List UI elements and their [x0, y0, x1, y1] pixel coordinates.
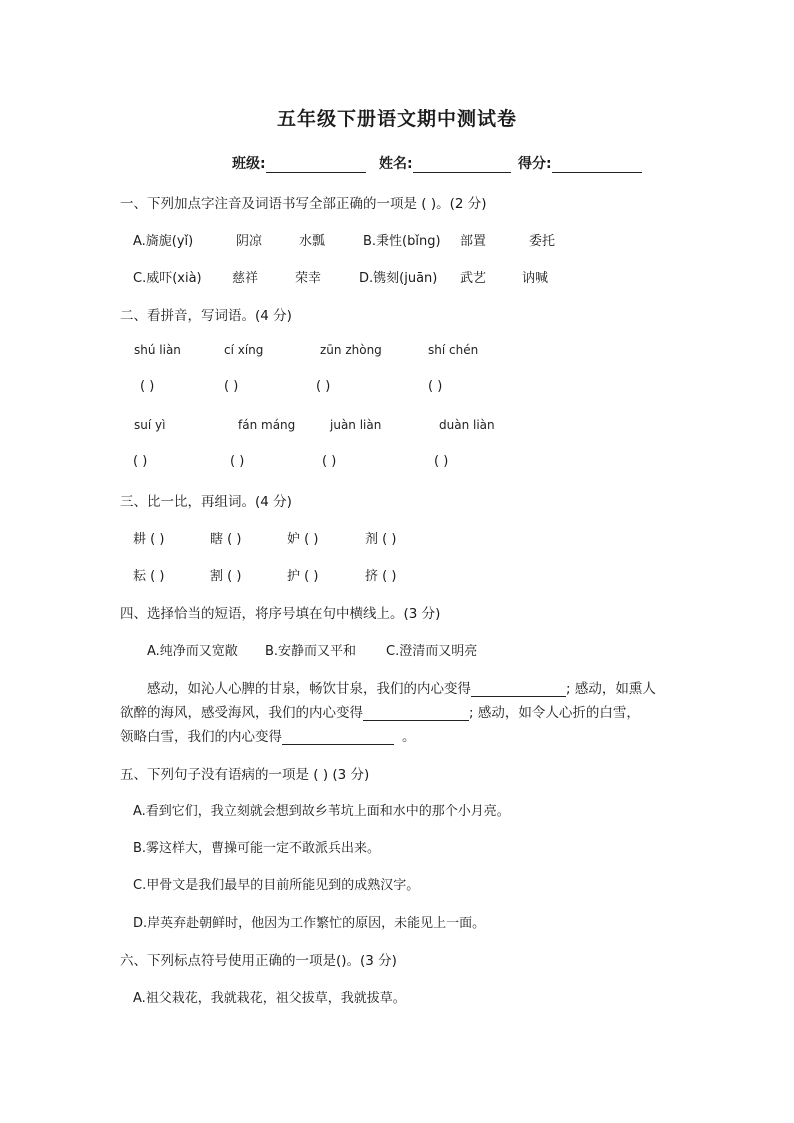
pinyin: duàn liàn	[439, 418, 495, 432]
q1-word: 阴凉	[236, 234, 263, 249]
pinyin: shí chén	[428, 343, 479, 357]
pinyin: juàn liàn	[330, 418, 382, 432]
answer-bracket[interactable]: ( )	[428, 379, 443, 394]
q6-stem: 六、下列标点符号使用正确的一项是()。(3 分)	[120, 953, 397, 969]
q5-option-d: D.岸英弃赴朝鲜时，他因为工作繁忙的原因，未能见上一面。	[133, 916, 486, 931]
q1-word: 武艺	[460, 271, 487, 286]
paragraph-text: 领略白雪，我们的内心变得	[120, 729, 282, 745]
char-item: 耕 ( )	[133, 532, 165, 547]
answer-bracket[interactable]: ( )	[230, 454, 245, 469]
answer-bracket[interactable]: ( )	[133, 454, 148, 469]
q2-stem: 二、看拼音，写词语。(4 分)	[120, 308, 292, 324]
answer-bracket[interactable]: ( )	[316, 379, 331, 394]
paragraph-text: ; 感动，如令人心折的白雪，	[469, 705, 640, 721]
name-blank[interactable]	[413, 158, 511, 173]
answer-bracket[interactable]: ( )	[322, 454, 337, 469]
char-item: 护 ( )	[287, 569, 319, 584]
q5-option-c: C.甲骨文是我们最早的目前所能见到的成熟汉字。	[133, 878, 420, 893]
q1-word: 委托	[529, 234, 556, 249]
fill-blank[interactable]	[282, 730, 394, 745]
q3-stem: 三、比一比，再组词。(4 分)	[120, 494, 292, 510]
q4-paragraph-line1	[147, 677, 656, 697]
q4-option-c: C.澄清而又明亮	[386, 644, 478, 659]
q1-stem: 一、下列加点字注音及词语书写全部正确的一项是 ( )。(2 分)	[120, 196, 487, 212]
q1-word: 讷喊	[522, 271, 549, 286]
q6-option-a: A.祖父栽花，我就栽花，祖父拔草，我就拔草。	[133, 991, 406, 1006]
class-blank[interactable]	[266, 158, 366, 173]
score-field	[518, 153, 642, 173]
q1-option-a: A.旖旎(yǐ)	[133, 234, 194, 249]
q1-word: 水瓢	[299, 234, 326, 249]
paragraph-text: 欲醉的海风，感受海风，我们的内心变得	[120, 705, 363, 721]
q4-paragraph-line3	[120, 725, 416, 745]
q4-stem: 四、选择恰当的短语，将序号填在句中横线上。(3 分)	[120, 606, 441, 622]
paragraph-text: 。	[402, 729, 416, 745]
pinyin: shú liàn	[134, 343, 181, 357]
score-blank[interactable]	[552, 158, 642, 173]
paragraph-text: ; 感动，如熏人	[566, 681, 656, 697]
score-label: 得分:	[518, 156, 552, 172]
q1-word: 荣幸	[295, 271, 322, 286]
answer-bracket[interactable]: ( )	[224, 379, 239, 394]
char-item: 耘 ( )	[133, 569, 165, 584]
q1-option-c: C.威吓(xià)	[133, 271, 202, 286]
q1-word: 慈祥	[232, 271, 259, 286]
pinyin: cí xíng	[224, 343, 264, 357]
name-label: 姓名:	[379, 156, 413, 172]
q1-word: 部置	[460, 234, 487, 249]
fill-blank[interactable]	[471, 682, 566, 697]
class-field	[232, 153, 366, 173]
pinyin: zūn zhòng	[320, 343, 382, 357]
q4-option-a: A.纯净而又宽敞	[147, 644, 238, 659]
q1-option-d: D.镌刻(juān)	[359, 271, 438, 286]
answer-bracket[interactable]: ( )	[434, 454, 449, 469]
char-item: 挤 ( )	[365, 569, 397, 584]
char-item: 瞎 ( )	[210, 532, 242, 547]
fill-blank[interactable]	[363, 706, 469, 721]
page-title: 五年级下册语文期中测试卷	[276, 108, 517, 130]
q4-option-b: B.安静而又平和	[265, 644, 357, 659]
char-item: 剂 ( )	[365, 532, 397, 547]
char-item: 妒 ( )	[287, 532, 319, 547]
answer-bracket[interactable]: ( )	[140, 379, 155, 394]
char-item: 割 ( )	[210, 569, 242, 584]
name-field	[379, 153, 511, 173]
q5-stem: 五、下列句子没有语病的一项是 ( ) (3 分)	[120, 767, 370, 783]
class-label: 班级:	[232, 156, 266, 172]
q4-paragraph-line2	[120, 701, 640, 721]
q5-option-b: B.雾这样大，曹操可能一定不敢派兵出来。	[133, 841, 381, 856]
pinyin: fán máng	[238, 418, 296, 432]
paragraph-text: 感动，如沁人心脾的甘泉，畅饮甘泉，我们的内心变得	[147, 681, 471, 697]
q1-option-b: B.秉性(bǐng)	[363, 234, 441, 249]
q5-option-a: A.看到它们，我立刻就会想到故乡苇坑上面和水中的那个小月亮。	[133, 804, 510, 819]
pinyin: suí yì	[134, 418, 166, 432]
